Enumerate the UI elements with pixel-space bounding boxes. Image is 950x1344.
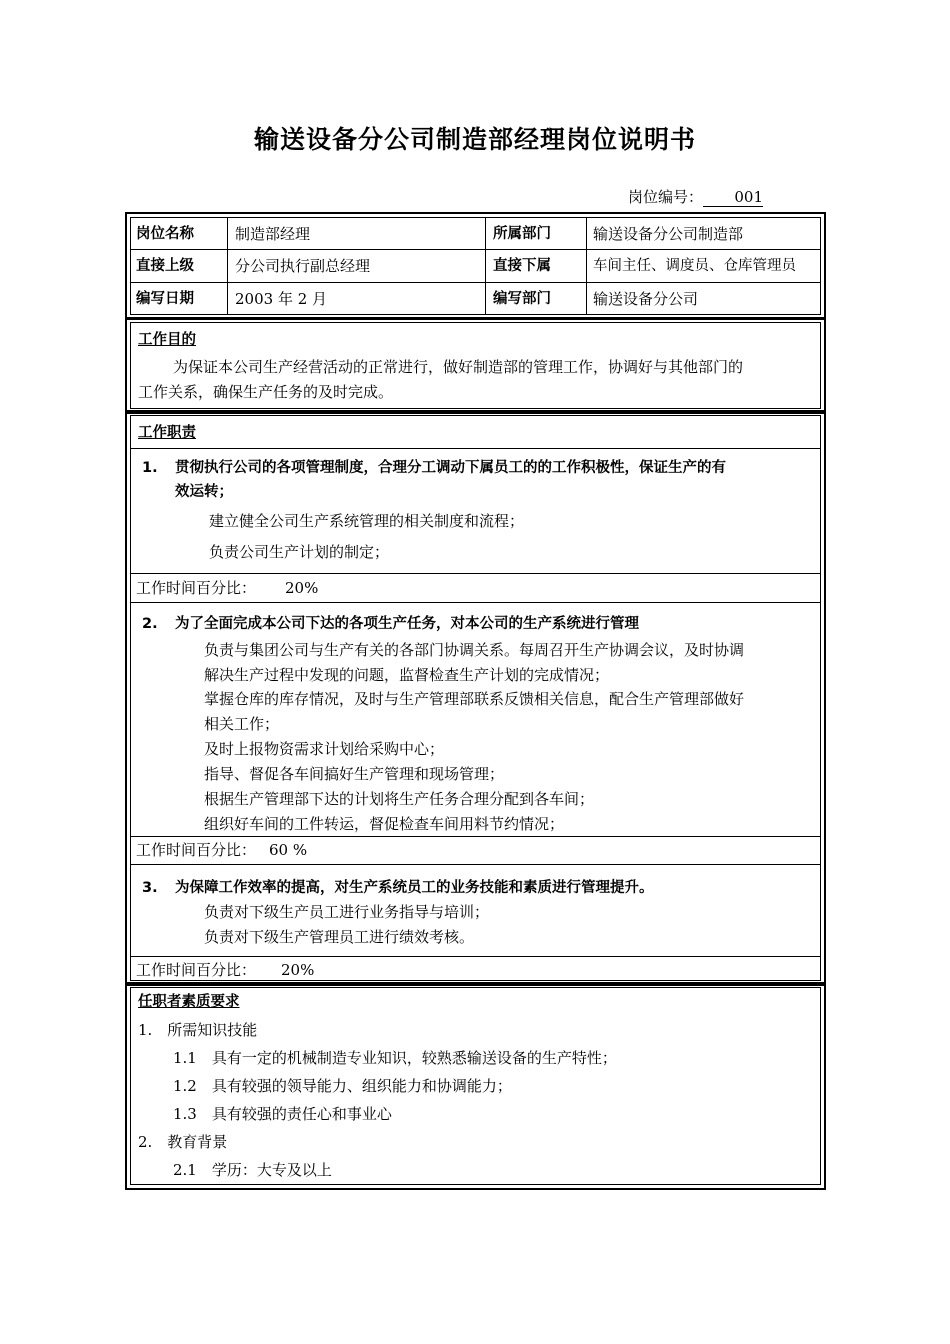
duty-2-item-2-line1: 掌握仓库的库存情况，及时与生产管理部联系反馈相关信息，配合生产管理部做好 [204,690,745,708]
label-superior: 直接上级 [136,258,194,274]
duty-2-item-3: 及时上报物资需求计划给采购中心； [204,740,445,758]
duty-2-item-2-line2: 相关工作； [204,715,280,733]
duty-1-item-2: 负责公司生产计划的制定； [209,543,390,561]
duty-3-number: 3. [142,880,158,896]
value-date: 2003 年 2 月 [235,290,328,308]
duty-2-time-label: 工作时间百分比： [136,841,257,859]
document-title: 输送设备分公司制造部经理岗位说明书 [253,125,696,154]
duty-2-title: 为了全面完成本公司下达的各项生产任务，对本公司的生产系统进行管理 [175,616,639,632]
purpose-heading: 工作目的 [138,332,196,348]
value-subordinates: 车间主任、调度员、仓库管理员 [593,258,796,274]
duty-3-title: 为保障工作效率的提高，对生产系统员工的业务技能和素质进行管理提升。 [175,880,654,896]
value-author-dept: 输送设备分公司 [593,290,699,308]
duty-1-title-line2: 效运转； [175,484,233,500]
value-superior: 分公司执行副总经理 [235,257,371,275]
req-item-1-2: 1.2 具有较强的领导能力、组织能力和协调能力； [173,1077,512,1095]
purpose-text-line2: 工作关系，确保生产任务的及时完成。 [138,383,394,401]
duty-1-time-pct: 20% [285,579,319,597]
duty-3-time-label: 工作时间百分比： [136,961,257,979]
label-department: 所属部门 [493,226,551,242]
duty-2-item-6: 组织好车间的工件转运，督促检查车间用料节约情况； [204,815,565,833]
requirements-section [125,982,826,1190]
req-item-1-3: 1.3 具有较强的责任心和事业心 [173,1105,392,1123]
duty-1-number: 1. [142,460,158,476]
duty-1-time-label: 工作时间百分比： [136,579,257,597]
position-code [628,186,763,207]
label-date: 编写日期 [136,291,194,307]
duty-1-title-line1: 贯彻执行公司的各项管理制度，合理分工调动下属员工的的工作积极性，保证生产的有 [175,460,726,476]
duties-heading: 工作职责 [138,425,196,441]
position-code-value: 001 [703,189,763,207]
duty-3-item-1: 负责对下级生产员工进行业务指导与培训； [204,903,490,921]
label-subordinates: 直接下属 [493,258,551,274]
duty-2-number: 2. [142,616,158,632]
req-item-2-1: 2.1 学历：大专及以上 [173,1161,332,1179]
requirements-heading: 任职者素质要求 [138,994,240,1010]
info-table [125,212,826,320]
duty-2-time-pct: 60 % [269,841,308,859]
duty-1-item-1: 建立健全公司生产系统管理的相关制度和流程； [209,512,525,530]
label-author-dept: 编写部门 [493,291,551,307]
req-item-1-1: 1.1 具有一定的机械制造专业知识，较熟悉输送设备的生产特性； [173,1049,617,1067]
duty-3-item-2: 负责对下级生产管理员工进行绩效考核。 [204,928,475,946]
value-department: 输送设备分公司制造部 [593,225,744,243]
purpose-section [125,317,826,414]
duty-2-item-1-line2: 解决生产过程中发现的问题，监督检查生产计划的完成情况； [204,666,610,684]
req-knowledge-skills: 1. 所需知识技能 [138,1021,258,1039]
duty-2-item-4: 指导、督促各车间搞好生产管理和现场管理； [204,765,505,783]
label-position-name: 岗位名称 [136,226,194,242]
duty-2-item-5: 根据生产管理部下达的计划将生产任务合理分配到各车间； [204,790,595,808]
req-education: 2. 教育背景 [138,1133,228,1151]
duty-2-item-1-line1: 负责与集团公司与生产有关的各部门协调关系。每周召开生产协调会议，及时协调 [204,641,745,659]
value-position-name: 制造部经理 [235,225,311,243]
purpose-text-line1: 为保证本公司生产经营活动的正常进行，做好制造部的管理工作，协调好与其他部门的 [173,358,744,376]
duty-3-time-pct: 20% [281,961,315,979]
duties-section [125,410,826,986]
position-code-label: 岗位编号： [628,188,704,206]
